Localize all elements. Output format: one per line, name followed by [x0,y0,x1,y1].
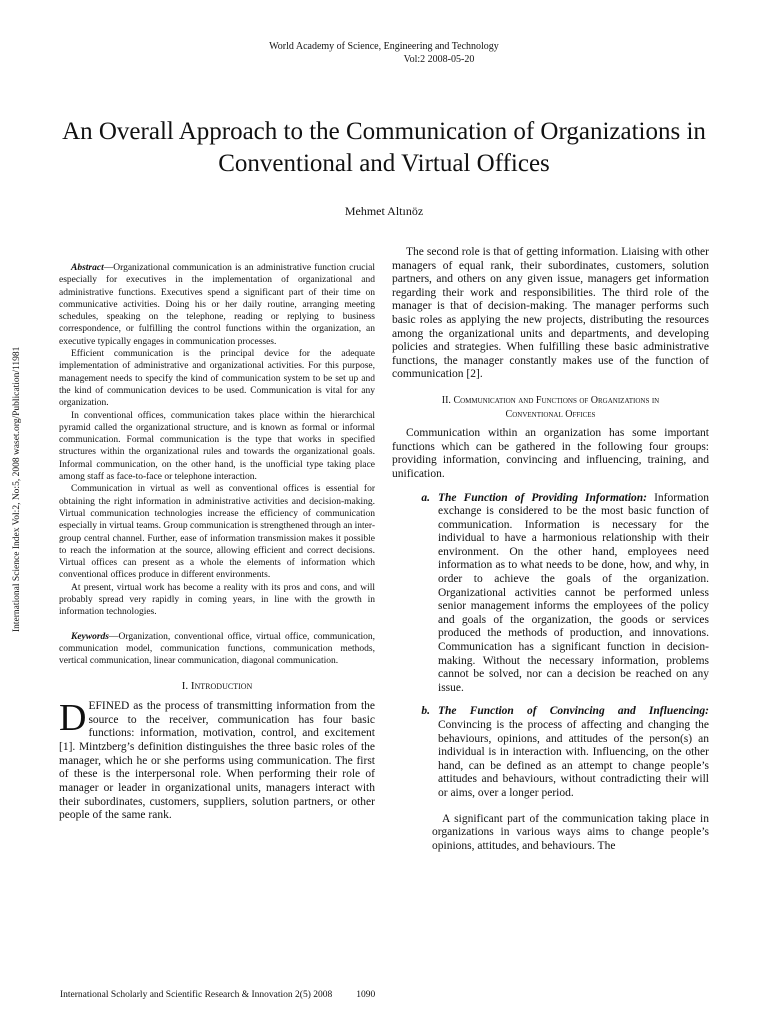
abstract-paragraph-5: At present, virtual work has become a reality with its pros and cons, and will probably spread very rapidly in coming years, in line with the growth in information technologies. [59,582,375,618]
right-paragraph-3: A significant part of the communication taking place in organizations in various ways aims to change people’s opinions, attitudes, and behaviours. The [432,812,709,852]
list-marker-b: b. [421,705,430,718]
section-title-line-2: Conventional Offices [505,408,596,420]
section-title: Introduction [190,679,253,692]
journal-name: World Academy of Science, Engineering and Technology [269,41,499,52]
introduction-text: EFINED as the process of transmitting information from the source to the receiver, communication has four basic functions: information, motivation, control, and excitement [1]. Mintzberg’s definition distinguishes the three basic roles of the manager, which he or she performs using communication. The first of these is the interpersonal role. When performing their role of manager or leader in organizational units, managers interact with their subordinates, customers, suppliers, solution partners, or other people of the same rank. [59,699,375,822]
abstract-text-1: Organizational communication is an administrative function crucial especially for executives in the implementation of organizational and administrative functions. Executives spend a significant part of their time on communicative activities. Doing his or her daily routine, arranging meeting schedules, speaking on the telephone, reading or replying to business correspondence, or fulfilling the control functions within the organization, an executive typically engages in communication processes. [59,263,375,347]
journal-volume: Vol:2 2008-05-20 [403,54,475,65]
abstract-paragraph-2: Efficient communication is the principal device for the adequate implementation of administrative and organizational activities. For this purpose, management needs to specify the kind of communication system to be set up and the kind of communication devices to be used. Communication is vital for any organization. [59,349,375,409]
section-title-line-1: Communication and Functions of Organizations in [453,394,660,406]
abstract-paragraph-3: In conventional offices, communication takes place within the hierarchical pyramid called the organizational structure, and is known as formal or informal communication. Formal communication is the type that works in specified structures within the organizational rules and towards the organizational goals. Informal communication, on the other hand, is the unofficial type taking place among staff as face-to-face or telephone interaction. [59,410,375,483]
right-paragraph-2: Communication within an organization has some important functions which can be gathered in the following four groups: providing information, convincing and influencing, training, and unification. [392,427,709,480]
introduction-paragraph [59,696,375,823]
section-heading-introduction [59,680,375,692]
right-paragraph-1: The second role is that of getting information. Liaising with other managers of equal rank, their subordinates, customers, solution partners, and others on any given issue, managers get information regarding their work and responsibilities. The third role of the manager is that of decision-making. The manager performs such basic roles as applying the new projects, distributing the resources among the organizational units and departments, and developing policies and strategies. When fulfilling these basic administrative functions, the manager constantly makes use of the function of communication [2]. [392,246,709,381]
section-number: II. [441,394,451,406]
keywords-paragraph [59,631,375,668]
list-item-a [392,492,709,696]
drop-cap: D [59,696,87,739]
list-item-b [392,705,709,800]
section-number: I. [181,679,189,692]
list-text-a: Information exchange is considered to be the most basic function of communication. Information is necessary for the individual to have a harmonious relationship with their environment. On the other hand, employees need information as to what needs to be done, how, and why, in order to achieve the goals of the organization. Organizational activities cannot be performed unless senior management informs the employees of the policy and goals of the organization, the goods or services produced the methods of production, and innovations. Communication has a significant function in decision-making. Without the necessary information, problems cannot be solved, nor can a decision be reached on any issue. [438,491,709,694]
list-heading-a: The Function of Providing Information: [438,491,648,504]
author-name: Mehmet Altınöz [344,204,424,218]
list-heading-b: The Function of Convincing and Influencing: [438,705,709,718]
keywords-label: Keywords [71,631,109,642]
list-body-a [438,492,709,696]
list-body-b [438,705,709,800]
keywords-text: Organization, conventional office, virtual office, communication, communication model, communication functions, communication methods, vertical communication, linear communication, diagonal communication. [59,631,375,667]
keywords-dash: — [109,631,119,642]
right-column [392,246,709,853]
vertical-sidebar-citation: International Science Index Vol:2, No:5, 2008 waset.org/Publication/11981 [12,346,22,632]
section-heading-communication-functions [392,394,709,421]
journal-header [0,40,768,66]
page-number: 1090 [356,990,376,1000]
page-footer [60,990,375,1000]
footer-citation: International Scholarly and Scientific Research & Innovation 2(5) 2008 [60,990,333,1000]
left-column [59,262,375,823]
abstract-dash: — [103,263,114,273]
paper-title: An Overall Approach to the Communication of Organizations in Conventional and Virtual Offices [62,118,706,177]
list-text-b: Convincing is the process of affecting and changing the behaviours, opinions, and attitudes of the person(s) an individual is in interaction with. Influencing, on the other hand, can be defined as an attempt to change people’s attitudes and behaviours, without contradicting their will or aims, over a longer period. [438,719,709,799]
list-marker-a: a. [421,491,430,504]
abstract-paragraph-1 [59,262,375,348]
abstract-paragraph-4: Communication in virtual as well as conventional offices is essential for obtaining the right information in administrative activities and decision-making. Virtual communication technologies increase the efficiency of communication especially in virtual teams. Group communication is strengthened through an inter-group central channel. Further, ease of information transmission makes it possible to reach the information at the source, allowing efficient and correct decisions. Virtual offices can present as a whole the elements of information which conventional offices produce in different environments. [59,484,375,581]
abstract-label: Abstract [71,263,104,273]
